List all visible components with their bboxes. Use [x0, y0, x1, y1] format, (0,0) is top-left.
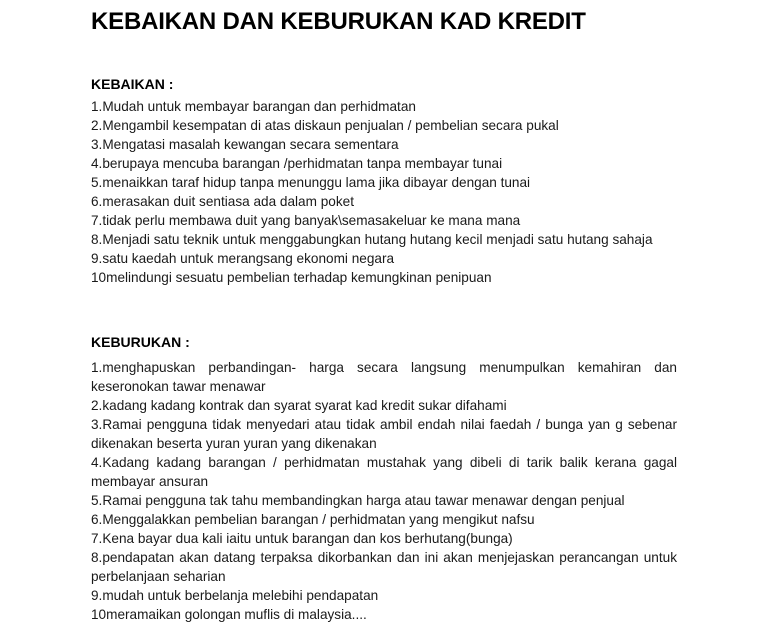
kebaikan-item: 6.merasakan duit sentiasa ada dalam poket	[91, 194, 354, 209]
kebaikan-item: 2.Mengambil kesempatan di atas diskaun penjualan / pembelian secara pukal	[91, 118, 559, 133]
kebaikan-item: 10melindungi sesuatu pembelian terhadap kemungkinan penipuan	[91, 270, 492, 285]
keburukan-item: 1.menghapuskan perbandingan- harga secara langsung menumpulkan kemahiran dan keseronokan tawar menawar	[91, 360, 677, 394]
kebaikan-item: 9.satu kaedah untuk merangsang ekonomi negara	[91, 251, 395, 266]
kebaikan-list	[91, 97, 677, 287]
keburukan-item: 5.Ramai pengguna tak tahu membandingkan harga atau tawar menawar dengan penjual	[91, 493, 625, 508]
keburukan-item: 3.Ramai pengguna tidak menyedari atau tidak ambil endah nilai faedah / bunga yan g sebenar dikenakan beserta yuran yuran yang dikenakan	[91, 417, 677, 451]
keburukan-list	[91, 358, 677, 624]
keburukan-item: 6.Menggalakkan pembelian barangan / perhidmatan yang mengikut nafsu	[91, 512, 535, 527]
kebaikan-heading: KEBAIKAN :	[91, 76, 174, 92]
keburukan-item: 9.mudah untuk berbelanja melebihi pendapatan	[91, 588, 379, 603]
kebaikan-item: 3.Mengatasi masalah kewangan secara sementara	[91, 137, 399, 152]
kebaikan-item: 8.Menjadi satu teknik untuk menggabungkan hutang hutang kecil menjadi satu hutang sahaja	[91, 232, 653, 247]
keburukan-item: 2.kadang kadang kontrak dan syarat syarat kad kredit sukar difahami	[91, 398, 507, 413]
kebaikan-item: 1.Mudah untuk membayar barangan dan perhidmatan	[91, 99, 416, 114]
kebaikan-item: 7.tidak perlu membawa duit yang banyak\semasakeluar ke mana mana	[91, 213, 521, 228]
keburukan-item: 4.Kadang kadang barangan / perhidmatan mustahak yang dibeli di tarik balik kerana gagal membayar ansuran	[91, 455, 677, 489]
kebaikan-item: 5.menaikkan taraf hidup tanpa menunggu lama jika dibayar dengan tunai	[91, 175, 531, 190]
keburukan-item: 8.pendapatan akan datang terpaksa dikorbankan dan ini akan menjejaskan perancangan untuk perbelanjaan seharian	[91, 550, 677, 584]
keburukan-item: 10meramaikan golongan muflis di malaysia....	[91, 607, 367, 622]
kebaikan-item: 4.berupaya mencuba barangan /perhidmatan tanpa membayar tunai	[91, 156, 503, 171]
keburukan-heading: KEBURUKAN :	[91, 334, 190, 350]
document-title: KEBAIKAN DAN KEBURUKAN KAD KREDIT	[91, 8, 586, 35]
keburukan-item: 7.Kena bayar dua kali iaitu untuk barangan dan kos berhutang(bunga)	[91, 531, 513, 546]
